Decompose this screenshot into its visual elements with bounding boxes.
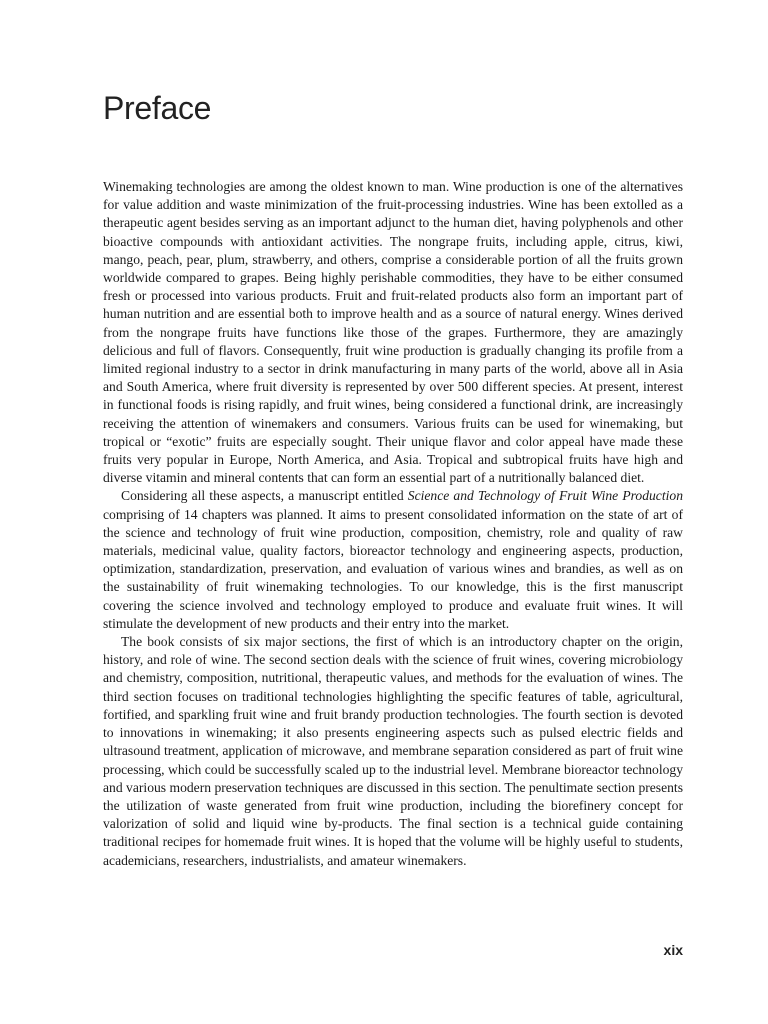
paragraph-3: The book consists of six major sections, the first of which is an introductory chapter on the origin, history, and role of wine. The second section deals with the science of fruit wines, covering microbiology and chemistry, composition, nutritional, therapeutic values, and methods for the evaluation of wines. The third section focuses on traditional technologies highlighting the specific features of table, agricultural, fortified, and sparkling fruit wine and fruit brandy production technologies. The fourth section is devoted to innovations in winemaking; it also presents engineering aspects such as pulsed electric fields and ultrasound treatment, application of microwave, and membrane separation considered as part of fruit wine processing, which could be successfully scaled up to the industrial level. Membrane bioreactor technology and various modern preservation techniques are discussed in this section. The penultimate section presents the utilization of waste generated from fruit wine production, including the biorefinery concept for valorization of solid and liquid wine by-products. The final section is a technical guide containing traditional recipes for homemade fruit wines. It is hoped that the volume will be highly useful to students, academicians, researchers, industrialists, and amateur winemakers. (103, 634, 683, 868)
paragraph-2-rest: comprising of 14 chapters was planned. It aims to present consolidated information on the state of art of the science and technology of fruit wine production, composition, chemistry, role and quality of raw materials, medicinal value, quality factors, bioreactor technology and engineering aspects, production, optimization, standardization, preservation, and evaluation of various wines and brandies, as well as on the sustainability of fruit winemaking technologies. To our knowledge, this is the first manuscript covering the science involved and technology employed to produce and evaluate fruit wines. It will stimulate the development of new products and their entry into the market. (103, 506, 683, 631)
book-title: Science and Technology of Fruit Wine Production (407, 488, 683, 504)
page-number: xix (663, 942, 683, 958)
paragraph-1: Winemaking technologies are among the oldest known to man. Wine production is one of the alternatives for value addition and waste minimization of the fruit-processing industries. Wine has been extolled as a therapeutic agent besides serving as an important adjunct to the human diet, having polyphenols and other bioactive compounds with antioxidant activities. The nongrape fruits, including apple, citrus, kiwi, mango, peach, pear, plum, strawberry, and others, comprise a considerable portion of all the fruits grown worldwide compared to grapes. Being highly perishable commodities, they have to be either consumed fresh or processed into various products. Fruit and fruit-related products also form an important part of human nutrition and are essential both to improve health and as a source of natural energy. Wines derived from the nongrape fruits have functions like those of the grapes. Furthermore, they are amazingly delicious and full of flavors. Consequently, fruit wine production is gradually changing its profile from a limited regional industry to a sector in drink manufacturing in many parts of the world, above all in Asia and South America, where fruit diversity is represented by over 500 different species. At present, interest in functional foods is rising rapidly, and fruit wines, being considered a functional drink, are increasingly receiving the attention of winemakers and consumers. Various fruits can be used for winemaking, but tropical or “exotic” fruits are especially sought. Their unique flavor and color appeal have made these fruits very popular in Europe, North America, and Asia. Tropical and subtropical fruits have high and diverse vitamin and mineral contents that can form an essential part of a nutritionally balanced diet. (103, 179, 683, 486)
paragraph-2-lead: Considering all these aspects, a manuscript entitled (121, 488, 408, 504)
paragraph-2 (103, 487, 683, 633)
page-title: Preface (103, 90, 212, 126)
preface-body (103, 178, 683, 870)
